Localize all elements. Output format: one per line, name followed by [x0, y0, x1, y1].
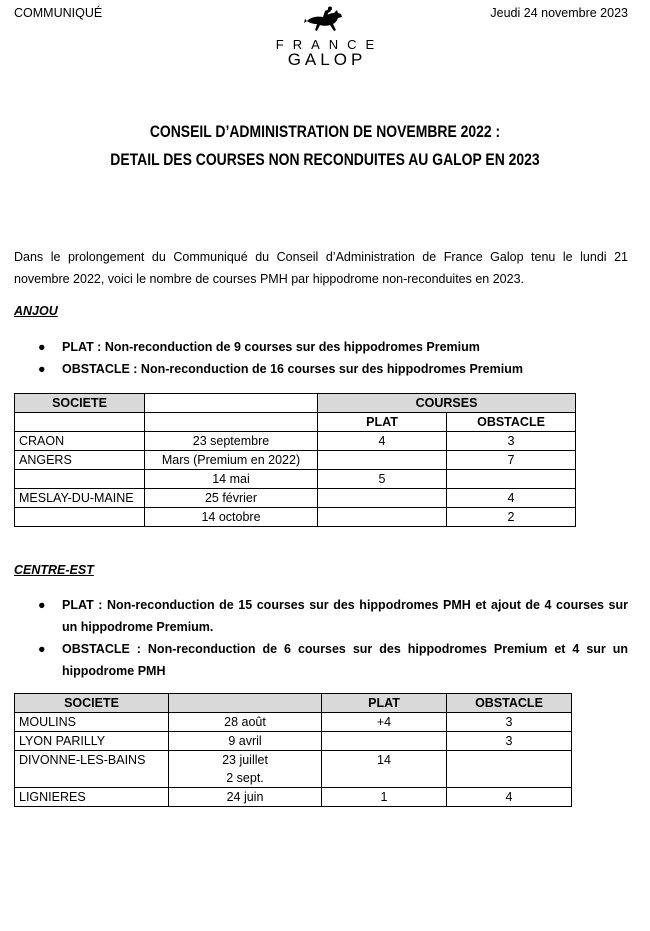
table-row: ANGERS Mars (Premium en 2022) 7	[15, 451, 576, 470]
logo-line-france: FRANCE	[275, 37, 384, 52]
table-row: 14 octobre 2	[15, 508, 576, 527]
table-row: LYON PARILLY 9 avril 3	[15, 732, 572, 751]
header-plat: PLAT	[318, 413, 447, 432]
bullet-text: OBSTACLE : Non-reconduction de 6 courses sur des hippodromes Premium et 4 sur un hippodrome PMH	[62, 642, 628, 678]
table-header-row	[15, 694, 572, 713]
section-heading-centre-est: CENTRE-EST	[14, 563, 94, 577]
intro-paragraph: Dans le prolongement du Communiqué du Conseil d’Administration de France Galop tenu le lundi 21 novembre 2022, voici le nombre de courses PMH par hippodrome non-reconduites en 2023.	[14, 250, 628, 286]
horse-jockey-icon	[303, 6, 347, 36]
communique-label: COMMUNIQUÉ	[14, 6, 103, 20]
header-empty	[145, 394, 318, 413]
anjou-bullet-list	[14, 336, 628, 380]
header-obstacle: OBSTACLE	[447, 694, 572, 713]
section-heading-anjou: ANJOU	[14, 304, 58, 318]
header-courses: COURSES	[318, 394, 576, 413]
bullet-dot: ●	[38, 362, 46, 376]
table-row: 14 mai 5	[15, 470, 576, 489]
header-obstacle: OBSTACLE	[447, 413, 576, 432]
page-title-line1: CONSEIL D’ADMINISTRATION DE NOVEMBRE 2022 :	[149, 122, 501, 141]
table-subheader-row	[15, 413, 576, 432]
header-empty	[169, 694, 322, 713]
header-date: Jeudi 24 novembre 2023	[490, 6, 628, 20]
anjou-table	[14, 393, 576, 527]
logo-line-galop: GALOP	[287, 50, 367, 69]
bullet-dot: ●	[38, 642, 46, 656]
list-item	[14, 594, 628, 638]
list-item	[14, 358, 628, 380]
centre-est-bullet-list	[14, 594, 628, 682]
bullet-dot: ●	[38, 598, 46, 612]
table-row: DIVONNE-LES-BAINS 23 juillet 2 sept. 14	[15, 751, 572, 788]
table-header-row	[15, 394, 576, 413]
header-plat: PLAT	[322, 694, 447, 713]
bullet-text: PLAT : Non-reconduction de 9 courses sur des hippodromes Premium	[62, 340, 480, 354]
france-galop-logo	[0, 6, 650, 70]
table-row: MESLAY-DU-MAINE 25 février 4	[15, 489, 576, 508]
centre-est-table	[14, 693, 572, 807]
table-row: CRAON 23 septembre 4 3	[15, 432, 576, 451]
table-row: MOULINS 28 août +4 3	[15, 713, 572, 732]
table-row: LIGNIERES 24 juin 1 4	[15, 788, 572, 807]
list-item	[14, 638, 628, 682]
bullet-text: OBSTACLE : Non-reconduction de 16 courses sur des hippodromes Premium	[62, 362, 523, 376]
header-societe: SOCIETE	[15, 394, 145, 413]
list-item	[14, 336, 628, 358]
bullet-dot: ●	[38, 340, 46, 354]
bullet-text: PLAT : Non-reconduction de 15 courses sur des hippodromes PMH et ajout de 4 courses sur un hippodrome Premium.	[62, 598, 628, 634]
page-title-line2: DETAIL DES COURSES NON RECONDUITES AU GALOP EN 2023	[110, 150, 540, 169]
header-societe: SOCIETE	[15, 694, 169, 713]
